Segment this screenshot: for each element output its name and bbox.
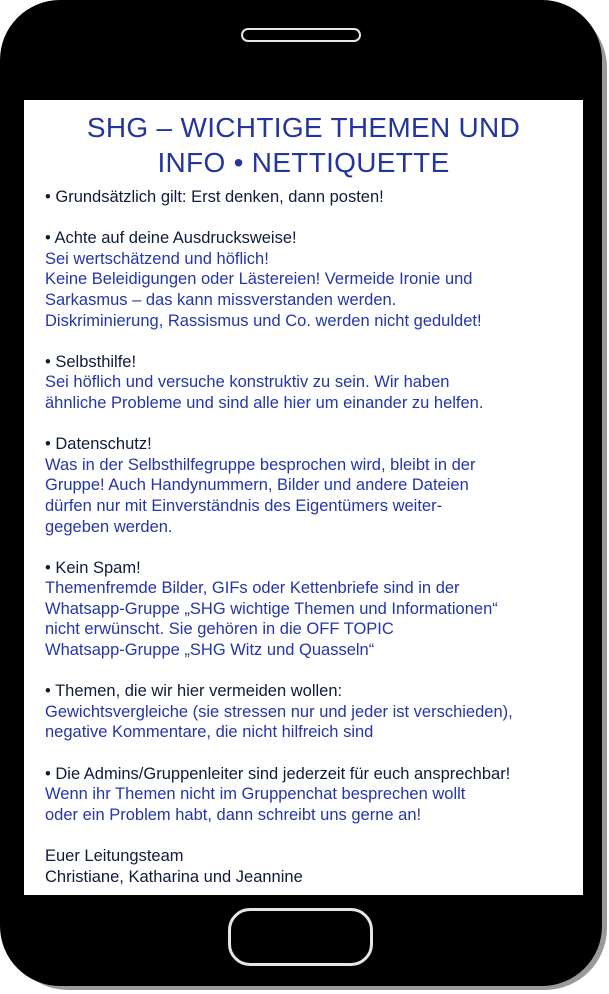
rule-text-line: Gewichtsvergleiche (sie stressen nur und jeder ist verschieden), (45, 702, 513, 721)
rule-heading: • Grundsätzlich gilt: Erst denken, dann posten! (45, 188, 384, 206)
rule-text-line: gegeben werden. (45, 517, 173, 536)
signature (45, 846, 575, 887)
speaker-slot (241, 28, 361, 42)
rule-section-admins (45, 764, 575, 826)
rule-text-line: Sei höflich und versuche konstruktiv zu sein. Wir haben (45, 373, 450, 392)
signature-names: Christiane, Katharina und Jeannine (45, 867, 303, 886)
rule-section-posting (45, 187, 575, 208)
rule-text-line: nicht erwünscht. Sie gehören in die OFF TOPIC (45, 620, 394, 639)
rule-heading: • Kein Spam! (45, 558, 141, 577)
rule-heading: • Achte auf deine Ausdrucksweise! (45, 229, 297, 248)
rule-text-line: oder ein Problem habt, dann schreibt uns gerne an! (45, 805, 422, 824)
rule-heading: • Selbsthilfe! (45, 352, 137, 371)
rule-heading: • Datenschutz! (45, 435, 152, 454)
rule-text-line: Was in der Selbsthilfegruppe besprochen wird, bleibt in der (45, 455, 476, 474)
rule-text-line: Whatsapp-Gruppe „SHG wichtige Themen und Informationen“ (45, 599, 498, 618)
rule-text-line: Sarkasmus – das kann missverstanden werden. (45, 290, 397, 309)
rule-text-line: ähnliche Probleme und sind alle hier um einander zu helfen. (45, 393, 484, 412)
rule-section-language (45, 228, 575, 331)
rule-section-privacy (45, 434, 575, 537)
title-line-2: INFO • NETTIQUETTE (157, 147, 450, 178)
rule-section-self-help (45, 352, 575, 414)
rule-text-line: Sei wertschätzend und höflich! (45, 249, 269, 268)
rule-section-no-spam (45, 558, 575, 661)
rule-text-line: Diskriminierung, Rassismus und Co. werden nicht geduldet! (45, 311, 482, 330)
signature-team: Euer Leitungsteam (45, 847, 184, 865)
phone-screen (24, 100, 583, 895)
rule-text-line: Themenfremde Bilder, GIFs oder Kettenbriefe sind in der (45, 579, 460, 598)
rule-text-line: Keine Beleidigungen oder Lästereien! Vermeide Ironie und (45, 270, 473, 289)
home-button[interactable] (228, 908, 373, 966)
rule-text-line: Whatsapp-Gruppe „SHG Witz und Quasseln“ (45, 641, 375, 660)
title-line-1: SHG – WICHTIGE THEMEN UND (86, 112, 521, 143)
rules-body (45, 187, 575, 895)
page-title (34, 110, 573, 180)
rule-section-avoid-topics (45, 681, 575, 743)
rule-text-line: dürfen nur mit Einverständnis des Eigentümers weiter- (45, 496, 443, 515)
rule-text-line: negative Kommentare, die nicht hilfreich sind (45, 723, 374, 742)
rule-text-line: Gruppe! Auch Handynummern, Bilder und andere Dateien (45, 476, 469, 495)
rule-text-line: Wenn ihr Themen nicht im Gruppenchat besprechen wollt (45, 785, 466, 804)
rule-heading: • Die Admins/Gruppenleiter sind jederzeit für euch ansprechbar! (45, 764, 511, 783)
rule-heading: • Themen, die wir hier vermeiden wollen: (45, 682, 343, 701)
